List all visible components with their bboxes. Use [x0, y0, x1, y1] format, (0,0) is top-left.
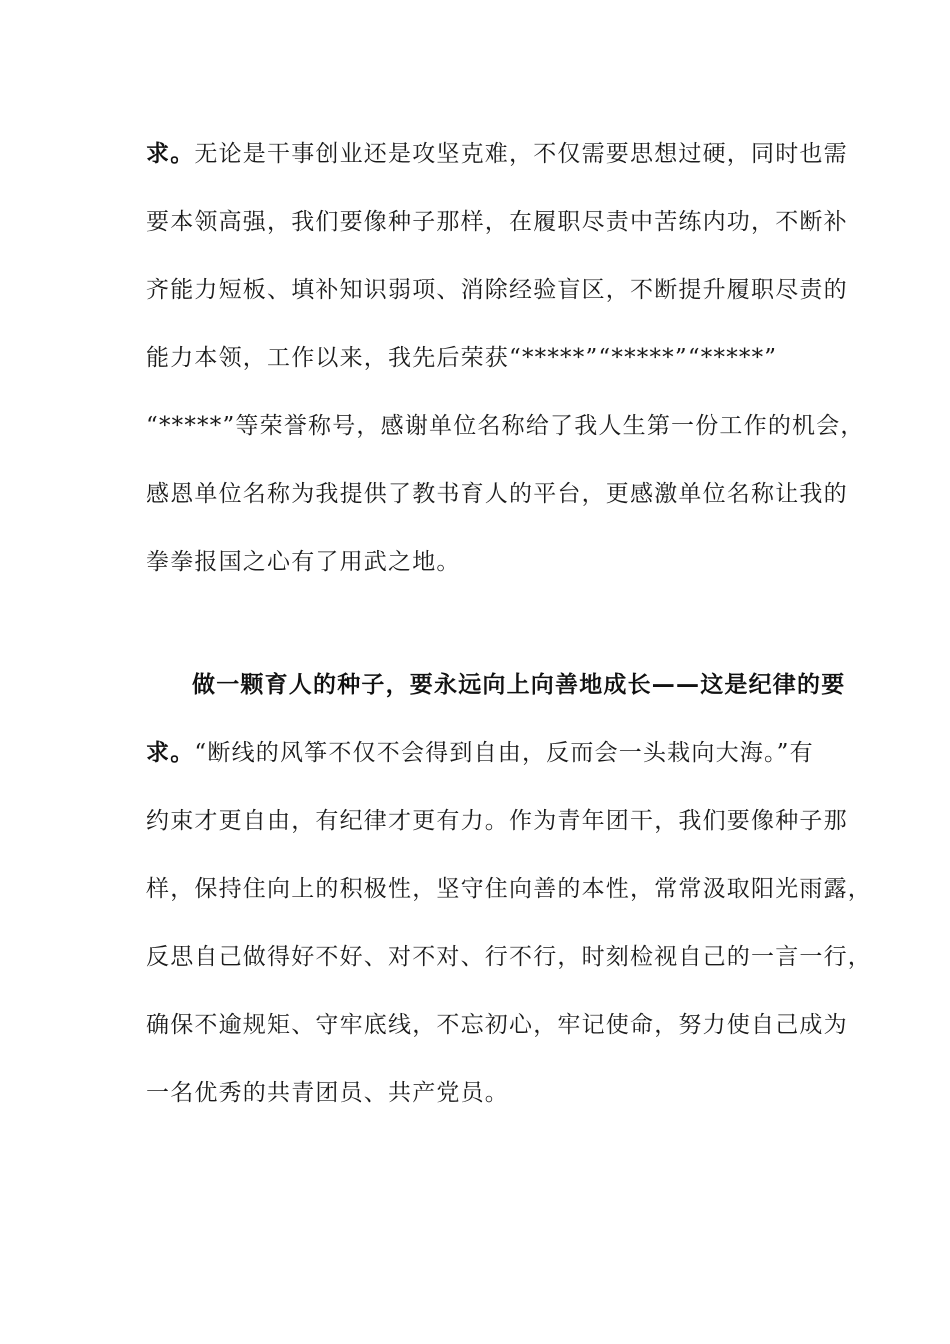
bold-lead-text: 求。: [146, 141, 195, 167]
bold-lead-text: 求。: [146, 740, 195, 766]
text-line: [146, 188, 848, 256]
text-line: [146, 324, 826, 392]
line-text: 要本领高强，我们要像种子那样，在履职尽责中苦练内功，不断补: [146, 209, 848, 235]
line-text: 齐能力短板、填补知识弱项、消除经验盲区，不断提升履职尽责的: [146, 277, 848, 303]
text-line: [146, 787, 848, 855]
bold-heading-text: 做一颗育人的种子，要永远向上向善地成长——这是纪律的要: [192, 672, 846, 698]
text-line: [146, 991, 848, 1059]
text-line: [146, 1059, 826, 1127]
text-line: [146, 528, 826, 596]
line-text: 感恩单位名称为我提供了教书育人的平台，更感激单位名称让我的: [146, 481, 848, 507]
line-text: 样，保持住向上的积极性，坚守住向善的本性，常常汲取阳光雨露，: [146, 876, 872, 902]
line-text: 反思自己做得好不好、对不对、行不行，时刻检视自己的一言一行，: [146, 944, 872, 970]
line-text: 确保不逾规矩、守牢底线，不忘初心，牢记使命，努力使自己成为: [146, 1012, 848, 1038]
text-line: [146, 855, 872, 923]
line-text: 约束才更自由，有纪律才更有力。作为青年团干，我们要像种子那: [146, 808, 848, 834]
paragraph-2: [146, 651, 872, 1127]
paragraph-1: [146, 120, 865, 596]
text-line: [146, 256, 848, 324]
line-text: 无论是干事创业还是攻坚克难，不仅需要思想过硬，同时也需: [194, 141, 848, 167]
text-line: [146, 460, 848, 528]
text-line: [146, 392, 865, 460]
text-line: [146, 719, 826, 787]
line-text: “*****”等荣誉称号，感谢单位名称给了我人生第一份工作的机会，: [146, 413, 865, 439]
text-line: [146, 120, 848, 188]
text-line: [146, 651, 846, 719]
line-text: 拳拳报国之心有了用武之地。: [146, 549, 461, 575]
line-text: “断线的风筝不仅不会得到自由，反而会一头栽向大海。”有: [194, 740, 814, 766]
text-line: [146, 923, 872, 991]
line-text: 能力本领，工作以来，我先后荣获“*****”“*****”“*****”: [146, 345, 778, 371]
line-text: 一名优秀的共青团员、共产党员。: [146, 1080, 509, 1106]
